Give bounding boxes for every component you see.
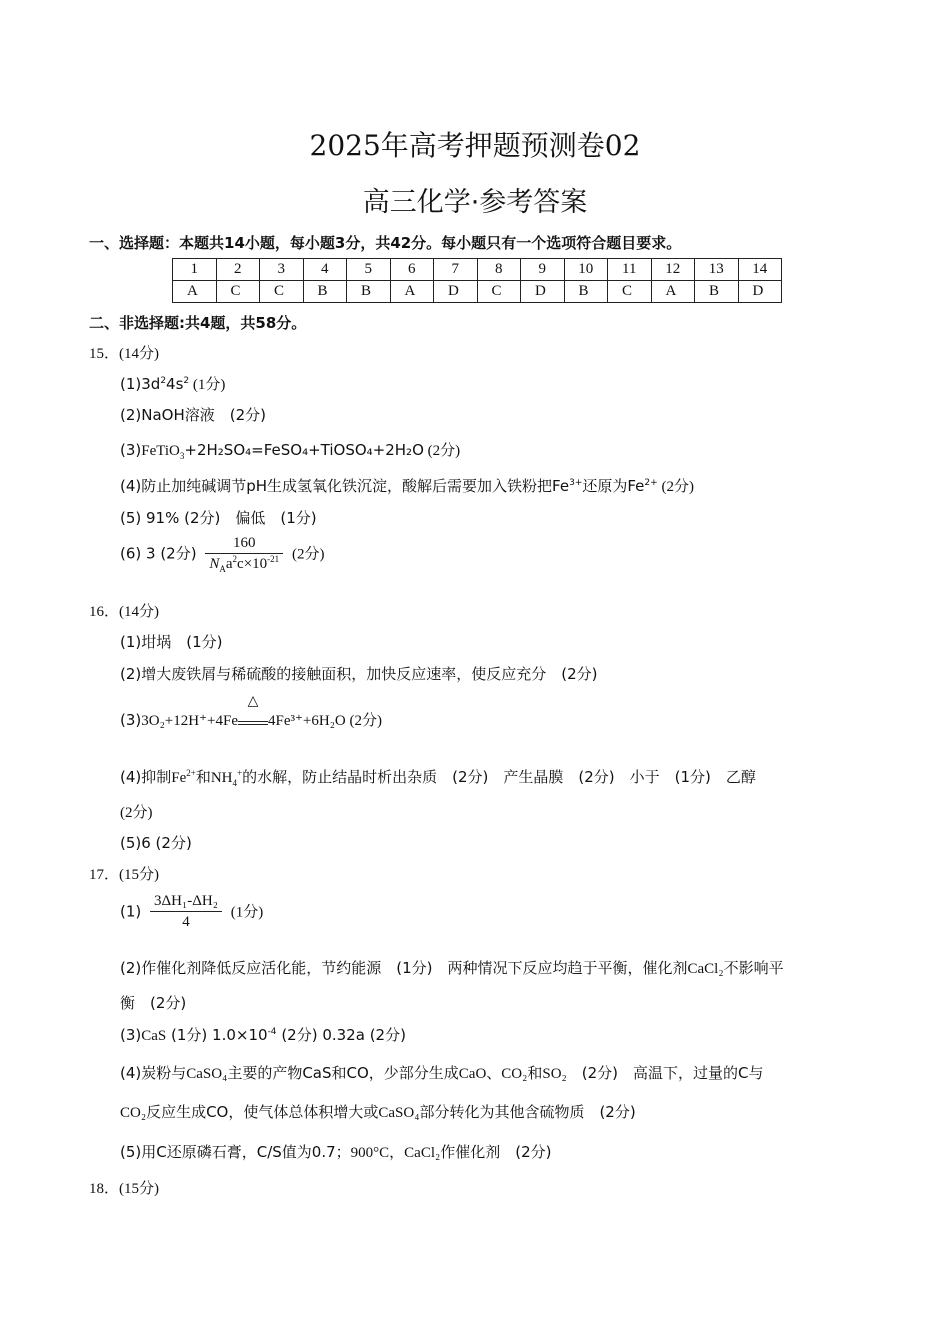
q15-density-fraction: $\frac{160}{N_Aa^2c\times 10^{-21}}$ <box>205 535 283 573</box>
answer-table-number-cell: 3 <box>260 259 304 281</box>
q15-part6: (6) 3 (2分) $\frac{160}{N_Aa^2c\times 10^{-21}}$ (2分) <box>120 535 325 574</box>
q17-part4-cont: CO₂反应生成CO，使气体总体积增大或CaSO₄部分转化为其他含硫物质 (2分) <box>120 1103 636 1121</box>
q15-part4: (4)防止加纯碱调节pH生成氢氧化铁沉淀，酸解后需要加入铁粉把$Fe^{3+}$还原为$Fe^{2+}$ (2分) <box>120 477 694 495</box>
answer-table-answer-row <box>173 281 782 303</box>
q17-part3: (3)CaS (1分) $1.0\times 10^{-4}$ (2分) 0.32a (2分) <box>120 1026 406 1044</box>
answer-table-answer-cell: B <box>303 281 347 303</box>
answer-table-number-cell: 7 <box>434 259 478 281</box>
q17-enthalpy-fraction: $\frac{\text{3ΔH₁-ΔH₂}}{4}$ <box>150 893 222 931</box>
answer-table-number-cell: 10 <box>564 259 608 281</box>
q16-part5: (5)6 (2分) <box>120 834 192 852</box>
answer-table-number-cell: 2 <box>216 259 260 281</box>
heat-condition-sign: △ <box>238 713 268 725</box>
answer-table-answer-cell: D <box>521 281 565 303</box>
q15-part5: (5) 91% (2分) 偏低 (1分) <box>120 509 317 527</box>
q17-heading: 17．(15分) <box>89 867 159 883</box>
q17-part5: (5)用C还原磷石膏，C/S值为0.7；900°C，CaCl₂作催化剂 (2分) <box>120 1143 552 1161</box>
answer-table-number-cell: 9 <box>521 259 565 281</box>
page-subtitle: 高三化学·参考答案 <box>362 187 588 218</box>
section2-heading: 二、非选择题:共4题，共58分。 <box>89 314 307 332</box>
q16-part3: (3)3O₂+12H⁺+4Fe △ 4Fe³⁺+6H₂O (2分) <box>120 693 383 729</box>
q15-part2: (2)NaOH溶液 (2分) <box>120 406 266 424</box>
q16-part4-cont: (2分) <box>120 805 153 821</box>
answer-table-answer-cell: A <box>651 281 695 303</box>
q16-part1: (1)坩埚 (1分) <box>120 633 223 651</box>
section1-heading: 一、选择题：本题共14小题，每小题3分，共42分。每小题只有一个选项符合题目要求。 <box>89 234 682 252</box>
answer-table-number-cell: 8 <box>477 259 521 281</box>
q15-part1: $(1)3d^24s^2$ (1分) <box>120 375 226 393</box>
answer-table-number-cell: 13 <box>695 259 739 281</box>
answer-table-answer-cell: A <box>390 281 434 303</box>
answer-table-number-row <box>173 259 782 281</box>
q15-heading: 15．(14分) <box>89 346 159 362</box>
answer-table-answer-cell: A <box>173 281 217 303</box>
q17-part4: (4)炭粉与CaSO₄主要的产物CaS和CO，少部分生成CaO、CO₂和SO₂ (2分) 高温下，过量的C与 <box>120 1064 764 1082</box>
answer-table-answer-cell: C <box>477 281 521 303</box>
page-title: 2025年高考押题预测卷02 <box>309 129 641 162</box>
q17-part2: (2)作催化剂降低反应活化能，节约能源 (1分) 两种情况下反应均趋于平衡，催化剂CaCl₂不影响平 <box>120 959 784 977</box>
answer-table-number-cell: 12 <box>651 259 695 281</box>
q16-part4: (4)抑制$Fe^{2+}$和$NH_4^+$的水解，防止结晶时析出杂质 (2分) 产生晶膜 (2分) 小于 (1分) 乙醇 <box>120 768 756 788</box>
answer-table-answer-cell: D <box>434 281 478 303</box>
q18-heading: 18．(15分) <box>89 1181 159 1197</box>
answer-table-number-cell: 6 <box>390 259 434 281</box>
answer-table <box>172 258 782 303</box>
answer-table-answer-cell: C <box>260 281 304 303</box>
q16-heading: 16．(14分) <box>89 604 159 620</box>
answer-table-answer-cell: B <box>695 281 739 303</box>
answer-table-number-cell: 5 <box>347 259 391 281</box>
q16-part2: (2)增大废铁屑与稀硫酸的接触面积，加快反应速率，使反应充分 (2分) <box>120 665 598 683</box>
answer-table-answer-cell: B <box>564 281 608 303</box>
answer-table-number-cell: 4 <box>303 259 347 281</box>
answer-table-answer-cell: C <box>608 281 652 303</box>
answer-table-answer-cell: C <box>216 281 260 303</box>
answer-table-answer-cell: B <box>347 281 391 303</box>
answer-table-number-cell: 14 <box>738 259 782 281</box>
answer-table-number-cell: 11 <box>608 259 652 281</box>
q17-part1: (1) $\frac{\text{3ΔH₁-ΔH₂}}{4}$ (1分) <box>120 893 264 930</box>
answer-table-answer-cell: D <box>738 281 782 303</box>
answer-table-number-cell: 1 <box>173 259 217 281</box>
q15-part3: (3)FeTiO$_3$+2H₂SO₄=FeSO₄+TiOSO₄+2H₂O (2分) <box>120 441 461 461</box>
q17-part2-cont: 衡 (2分) <box>120 994 187 1012</box>
